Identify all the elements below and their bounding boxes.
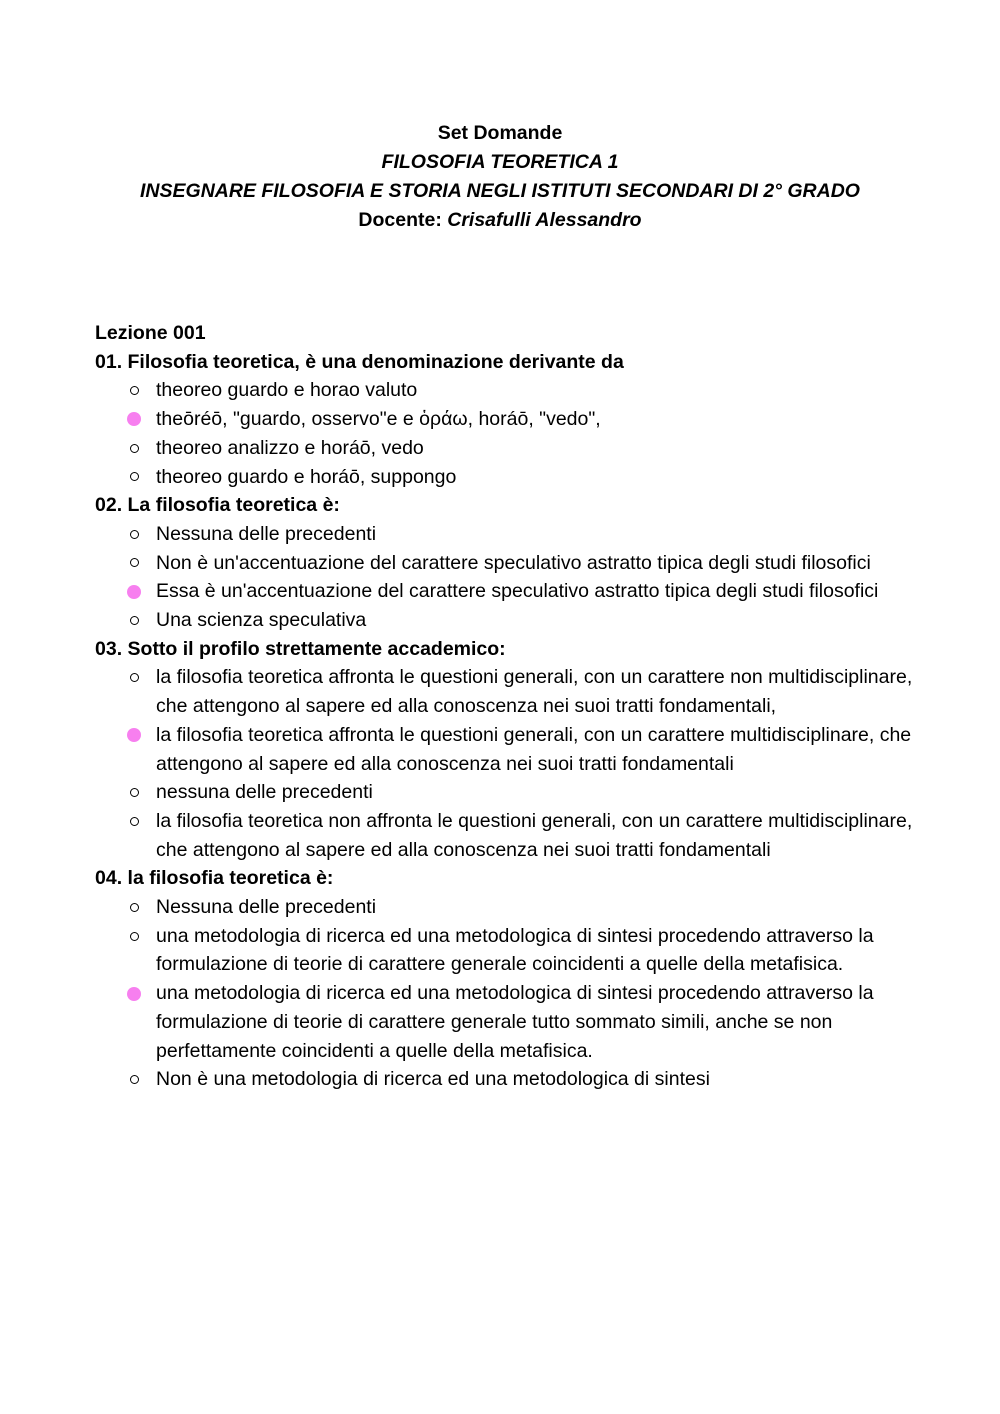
option-text: Essa è un'accentuazione del carattere speculativo astratto tipica degli studi filosofici <box>156 580 879 603</box>
question-list <box>95 348 915 1094</box>
answer-option <box>95 549 915 578</box>
option-text: theoreo guardo e horao valuto <box>156 379 418 402</box>
option-circle-icon <box>126 922 142 951</box>
document-title: Set Domande <box>437 122 563 144</box>
option-text: Nessuna delle precedenti <box>156 896 377 919</box>
option-text: la filosofia teoretica affronta le questioni generali, con un carattere multidisciplinare, che attengono al sapere ed alla conoscenza nei suoi tratti fondamentali <box>156 723 912 775</box>
correct-answer-dot-icon <box>126 577 142 606</box>
option-list <box>95 893 915 1094</box>
answer-option <box>95 778 915 807</box>
question-text: 04. la filosofia teoretica è: <box>95 867 334 890</box>
document-header <box>0 119 1000 235</box>
answer-option <box>95 376 915 405</box>
correct-answer-option <box>95 405 915 434</box>
option-text: la filosofia teoretica affronta le questioni generali, con un carattere non multidisciplinare, che attengono al sapere ed alla conoscenza nei suoi tratti fondamentali, <box>156 666 913 718</box>
correct-answer-dot-icon <box>126 979 142 1008</box>
correct-answer-option <box>95 721 915 778</box>
program-name: INSEGNARE FILOSOFIA E STORIA NEGLI ISTITUTI SECONDARI DI 2° GRADO <box>140 180 860 202</box>
correct-answer-dot-icon <box>126 721 142 750</box>
teacher-name: Crisafulli Alessandro <box>447 209 642 231</box>
option-text: nessuna delle precedenti <box>156 781 373 804</box>
answer-option <box>95 434 915 463</box>
question-block <box>95 491 915 635</box>
option-circle-icon <box>126 606 142 635</box>
answer-option <box>95 520 915 549</box>
option-text: theoreo guardo e horáō, suppongo <box>156 465 457 488</box>
answer-option <box>95 922 915 979</box>
answer-option <box>95 807 915 864</box>
question-set <box>95 319 915 1094</box>
answer-option <box>95 663 915 720</box>
question-block <box>95 864 915 1094</box>
option-circle-icon <box>126 520 142 549</box>
correct-answer-dot-icon <box>126 405 142 434</box>
option-list <box>95 376 915 491</box>
question-text: 01. Filosofia teoretica, è una denominazione derivante da <box>95 350 624 373</box>
lesson-title: Lezione 001 <box>95 322 206 344</box>
option-text: Non è una metodologia di ricerca ed una metodologica di sintesi <box>156 1068 710 1091</box>
option-text: una metodologia di ricerca ed una metodologica di sintesi procedendo attraverso la formulazione di teorie di carattere generale tutto sommato simili, anche se non perfettamente coincidenti a quelle della metafisica. <box>156 982 874 1062</box>
option-circle-icon <box>126 807 142 836</box>
option-circle-icon <box>126 663 142 692</box>
answer-option <box>95 606 915 635</box>
answer-option <box>95 1065 915 1094</box>
question-block <box>95 348 915 492</box>
option-list <box>95 663 915 864</box>
correct-answer-option <box>95 577 915 606</box>
option-circle-icon <box>126 893 142 922</box>
option-text: theoreo analizzo e horáō, vedo <box>156 436 424 459</box>
option-circle-icon <box>126 463 142 492</box>
option-text: la filosofia teoretica non affronta le questioni generali, con un carattere multidisciplinare, che attengono al sapere ed alla conoscenza nei suoi tratti fondamentali <box>156 809 913 861</box>
option-text: Una scienza speculativa <box>156 609 367 632</box>
answer-option <box>95 893 915 922</box>
answer-option <box>95 463 915 492</box>
option-circle-icon <box>126 376 142 405</box>
correct-answer-option <box>95 979 915 1065</box>
option-circle-icon <box>126 778 142 807</box>
question-text: 03. Sotto il profilo strettamente accademico: <box>95 637 506 660</box>
option-text: theōréō, "guardo, osservo"e e ὁράω, horáō, "vedo", <box>156 408 601 431</box>
question-text: 02. La filosofia teoretica è: <box>95 494 340 517</box>
option-text: Non è un'accentuazione del carattere speculativo astratto tipica degli studi filosofici <box>156 551 871 574</box>
option-text: una metodologia di ricerca ed una metodologica di sintesi procedendo attraverso la formulazione di teorie di carattere generale coincidenti a quelle della metafisica. <box>156 924 874 976</box>
option-circle-icon <box>126 549 142 578</box>
option-circle-icon <box>126 1065 142 1094</box>
option-list <box>95 520 915 635</box>
teacher-label: Docente: <box>358 209 442 231</box>
question-block <box>95 635 915 865</box>
teacher-line <box>0 206 1000 235</box>
option-circle-icon <box>126 434 142 463</box>
option-text: Nessuna delle precedenti <box>156 522 377 545</box>
course-name: FILOSOFIA TEORETICA 1 <box>381 151 619 173</box>
